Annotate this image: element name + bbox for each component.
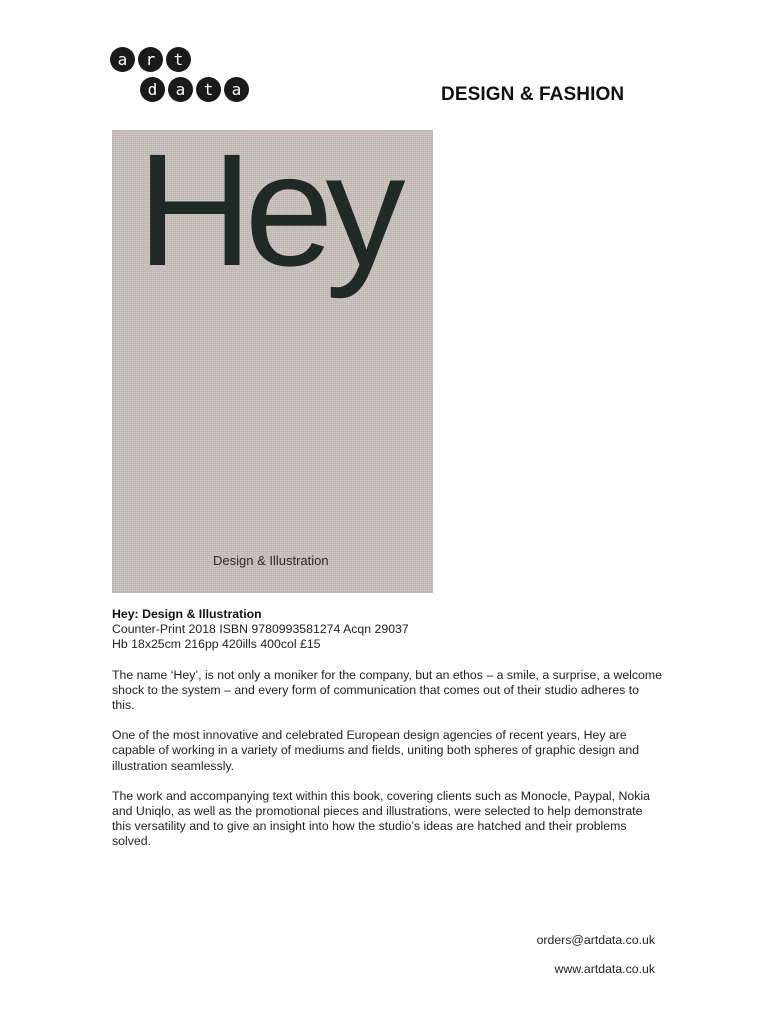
publication-line: Counter-Print 2018 ISBN 9780993581274 Acqn 29037 [112,622,409,637]
book-details [112,607,662,865]
logo-row-art [110,47,191,72]
book-cover-image [112,130,433,593]
logo-letter: d [140,77,165,102]
section-title: DESIGN & FASHION [441,84,625,105]
contact-email[interactable]: orders@artdata.co.uk [536,933,655,947]
description-paragraph: The work and accompanying text within this book, covering clients such as Monocle, Paypal, Nokia and Uniqlo, as well as the promotional pieces and illustrations, were selected to help demonstrate this versatility and to give an insight into how the studio’s ideas are hatched and their problems solved. [112,788,650,849]
format-line: Hb 18x25cm 216pp 420ills 400col £15 [112,637,321,652]
logo-letter: a [224,77,249,102]
book-info [112,607,662,653]
description-paragraph: One of the most innovative and celebrated European design agencies of recent years, Hey are capable of working in a variety of mediums and fields, uniting both spheres of graphic design and illustration seamlessly. [112,728,640,773]
logo-letter: a [110,47,135,72]
description-paragraph: The name ‘Hey’, is not only a moniker for the company, but an ethos – a smile, a surprise, a welcome shock to the system – and every form of communication that comes out of their studio adheres to this. [112,667,662,713]
cover-subtitle: Design & Illustration [213,553,329,568]
logo-row-data [140,77,249,102]
cover-title: Hey [137,130,398,299]
logo-letter: t [196,77,221,102]
contact-website[interactable]: www.artdata.co.uk [554,962,655,976]
logo-letter: r [138,47,163,72]
book-title: Hey: Design & Illustration [112,607,262,621]
logo-letter: a [168,77,193,102]
logo-letter: t [166,47,191,72]
art-data-logo [110,47,252,105]
